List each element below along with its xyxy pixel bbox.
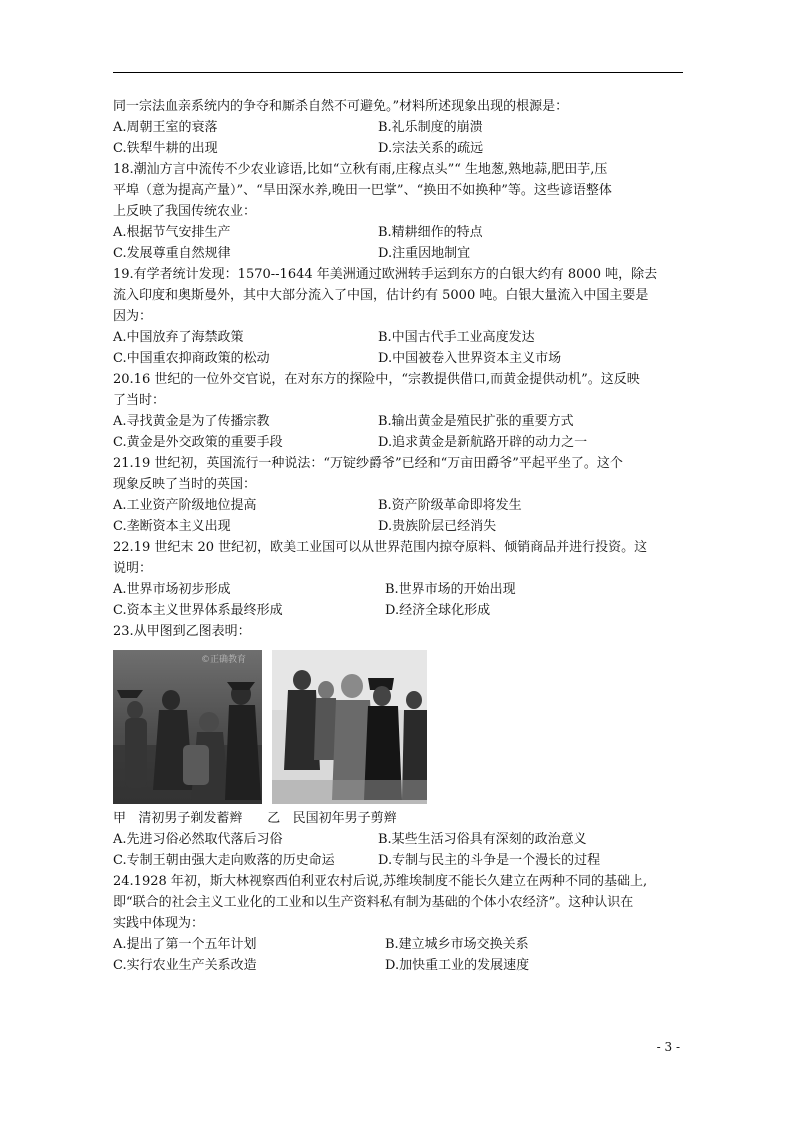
question-19-option-d: D.中国被卷入世界资本主义市场 — [378, 351, 562, 366]
page-number: - 3 - — [656, 1040, 680, 1054]
question-21-stem-line-2: 现象反映了当时的英国： — [113, 477, 257, 492]
question-19-option-c: C.中国重农抑商政策的松动 — [113, 351, 270, 366]
photo-republic-queue-cutting-image — [272, 650, 427, 804]
question-24-options-row-2 — [113, 955, 685, 976]
question-23-figure-caption: 甲 清初男子剃发蓄辫 乙 民国初年男子剪辫 — [113, 811, 397, 826]
question-22-option-c: C.资本主义世界体系最终形成 — [113, 603, 283, 618]
question-19-stem-line-3: 因为： — [113, 309, 153, 324]
question-17-options-row-2 — [113, 138, 685, 159]
question-17-option-c: C.铁犁牛耕的出现 — [113, 141, 218, 156]
question-23-stem: 23.从甲图到乙图表明： — [113, 624, 251, 639]
question-20-options-row-2 — [113, 432, 685, 453]
question-24-option-c: C.实行农业生产关系改造 — [113, 958, 257, 973]
question-20-option-b: B.输出黄金是殖民扩张的重要方式 — [378, 414, 574, 429]
photo-qing-queue-shaving — [113, 650, 262, 804]
question-22-option-d: D.经济全球化形成 — [385, 603, 491, 618]
question-18-stem-line-3: 上反映了我国传统农业： — [113, 204, 257, 219]
question-21-option-b: B.资产阶级革命即将发生 — [378, 498, 522, 513]
question-24-options-row-1 — [113, 934, 685, 955]
question-23-option-b: B.某些生活习俗具有深刻的政治意义 — [378, 832, 587, 847]
question-22-option-a: A.世界市场初步形成 — [113, 582, 231, 597]
question-22-options-row-1 — [113, 579, 685, 600]
question-23-options-row-2 — [113, 850, 685, 871]
question-24-stem-line-2: 即“联合的社会主义工业化的工业和以生产资料私有制为基础的个体小农经济”。这种认识在 — [113, 895, 634, 910]
question-21-option-a: A.工业资产阶级地位提高 — [113, 498, 257, 513]
question-23-options-row-1 — [113, 829, 685, 850]
page-content — [113, 96, 685, 976]
question-20-options-row-1 — [113, 411, 685, 432]
question-22-stem-line-2: 说明： — [113, 561, 153, 576]
question-18-option-d: D.注重因地制宜 — [378, 246, 471, 261]
question-24-option-a: A.提出了第一个五年计划 — [113, 937, 257, 952]
question-21-stem-line-1: 21.19 世纪初，英国流行一种说法：“万锭纱爵爷”已经和“万亩田爵爷”平起平坐了。这个 — [113, 456, 623, 471]
question-17-stem-tail: 同一宗法血亲系统内的争夺和厮杀自然不可避免。”材料所述现象出现的根源是： — [113, 99, 569, 114]
question-18-option-b: B.精耕细作的特点 — [378, 225, 483, 240]
question-21-option-c: C.垄断资本主义出现 — [113, 519, 231, 534]
photo-watermark: ©正确教育 — [201, 655, 247, 665]
question-24-option-d: D.加快重工业的发展速度 — [385, 958, 530, 973]
question-22-stem-line-1: 22.19 世纪末 20 世纪初，欧美工业国可以从世界范围内掠夺原料、倾销商品并进行投资。这 — [113, 540, 648, 555]
question-18-option-c: C.发展尊重自然规律 — [113, 246, 231, 261]
question-18-stem-line-1: 18.潮汕方言中流传不少农业谚语,比如“立秋有雨,庄稼点头”“ 生地葱,熟地蒜,肥田芋,压 — [113, 162, 608, 177]
question-19-options-row-2 — [113, 348, 685, 369]
question-20-option-c: C.黄金是外交政策的重要手段 — [113, 435, 283, 450]
question-19-option-a: A.中国放弃了海禁政策 — [113, 330, 244, 345]
question-17-options-row-1 — [113, 117, 685, 138]
question-18-option-a: A.根据节气安排生产 — [113, 225, 231, 240]
question-17-option-b: B.礼乐制度的崩溃 — [378, 120, 483, 135]
question-21-option-d: D.贵族阶层已经消失 — [378, 519, 497, 534]
question-21-options-row-1 — [113, 495, 685, 516]
question-23-option-c: C.专制王朝由强大走向败落的历史命运 — [113, 853, 335, 868]
question-24-stem-line-3: 实践中体现为： — [113, 916, 205, 931]
question-18-stem-line-2: 平埠（意为提高产量）”、“旱田深水养,晚田一巴掌”、“换田不如换种”等。这些谚语整体 — [113, 183, 612, 198]
question-20-option-a: A.寻找黄金是为了传播宗教 — [113, 414, 270, 429]
question-22-option-b: B.世界市场的开始出现 — [385, 582, 516, 597]
question-23-option-a: A.先进习俗必然取代落后习俗 — [113, 832, 283, 847]
question-17-option-d: D.宗法关系的疏远 — [378, 141, 484, 156]
question-19-option-b: B.中国古代手工业高度发达 — [378, 330, 535, 345]
question-20-stem-line-2: 了当时： — [113, 393, 166, 408]
question-19-stem-line-1: 19.有学者统计发现：1570--1644 年美洲通过欧洲转手运到东方的白银大约有 8000 吨，除去 — [113, 267, 658, 282]
question-18-options-row-1 — [113, 222, 685, 243]
question-22-options-row-2 — [113, 600, 685, 621]
question-23-figures — [113, 650, 685, 804]
question-19-options-row-1 — [113, 327, 685, 348]
question-17-option-a: A.周朝王室的衰落 — [113, 120, 218, 135]
question-21-options-row-2 — [113, 516, 685, 537]
question-19-stem-line-2: 流入印度和奥斯曼外，其中大部分流入了中国，估计约有 5000 吨。白银大量流入中国主要是 — [113, 288, 649, 303]
question-24-option-b: B.建立城乡市场交换关系 — [385, 937, 529, 952]
question-23-option-d: D.专制与民主的斗争是一个漫长的过程 — [378, 853, 601, 868]
question-20-stem-line-1: 20.16 世纪的一位外交官说，在对东方的探险中，“宗教提供借口,而黄金提供动机”。这反映 — [113, 372, 640, 387]
question-24-stem-line-1: 24.1928 年初，斯大林视察西伯利亚农村后说,苏维埃制度不能长久建立在两种不同的基础上, — [113, 874, 648, 889]
photo-republic-queue-cutting — [272, 650, 427, 804]
header-rule — [113, 72, 683, 73]
question-18-options-row-2 — [113, 243, 685, 264]
question-20-option-d: D.追求黄金是新航路开辟的动力之一 — [378, 435, 588, 450]
photo-qing-queue-shaving-image — [113, 650, 262, 804]
